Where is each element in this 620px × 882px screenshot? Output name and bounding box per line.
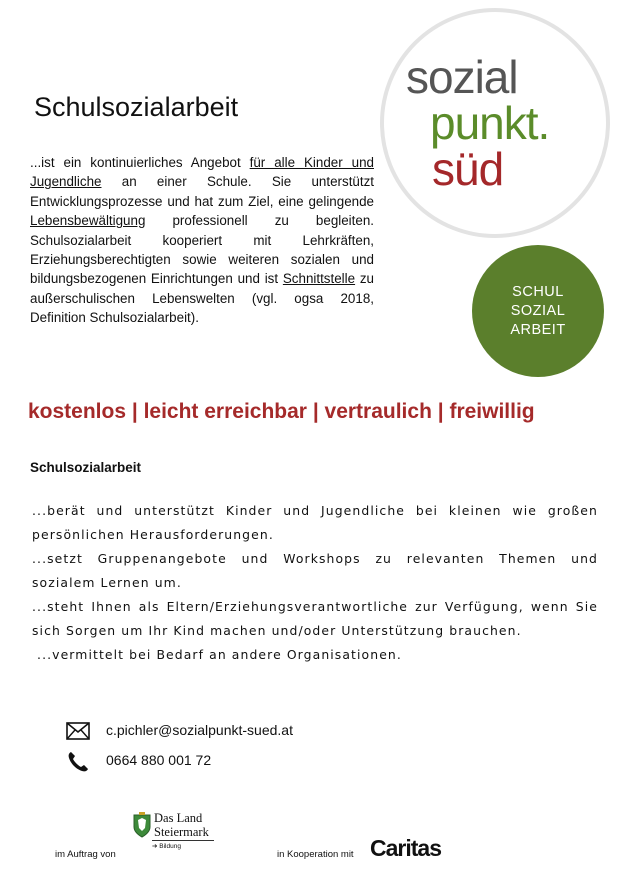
land-logo-line-1: Das Land: [154, 811, 203, 825]
envelope-icon: [66, 722, 90, 740]
page-title: Schulsozialarbeit: [34, 92, 239, 122]
intro-text-4: zu außerschulischen Lebenswelten (vgl. ogsa 2018, Definition Schulsozialarbeit).: [30, 271, 374, 326]
caritas-logo: Caritas: [370, 835, 441, 861]
service-item: ...vermittelt bei Bedarf an andere Organisationen.: [32, 647, 402, 662]
logo-word-sued: süd: [432, 143, 504, 195]
intro-text-3: professionell zu begleiten. Schulsozialarbeit kooperiert mit Lehrkräften, Erziehungsberechtigten sowie weiteren sozialen und bildungsbezogenen Einrichtungen und ist: [30, 213, 374, 287]
phone-icon: [66, 750, 90, 774]
steiermark-coat-of-arms-icon: [133, 812, 151, 838]
badge-line-1: SCHUL: [512, 283, 564, 300]
land-logo-line-2: Steiermark: [154, 825, 209, 839]
intro-link-kinder: für alle Kinder und Jugendliche: [30, 155, 374, 190]
service-item: ...setzt Gruppenangebote und Workshops zu relevanten Themen und sozialem Lernen um.: [32, 551, 598, 590]
services-list: [32, 499, 598, 667]
intro-link-lebensbewaeltigung: Lebensbewältigung: [30, 213, 146, 229]
intro-link-schnittstelle: Schnittstelle: [282, 271, 356, 287]
logo-word-sozial: sozial: [406, 51, 518, 103]
tagline: kostenlos | leicht erreichbar | vertraulich | freiwillig: [28, 400, 535, 423]
logo-word-punkt: punkt.: [430, 97, 550, 149]
intro-paragraph: [30, 153, 374, 328]
intro-text-1: ...ist ein kontinuierliches Angebot: [30, 155, 250, 170]
badge-line-2: SOZIAL: [510, 302, 566, 319]
badge-line-3: ARBEIT: [510, 321, 566, 338]
auftrag-label: im Auftrag von: [55, 849, 116, 860]
land-logo-divider: [152, 840, 214, 841]
schulsozialarbeit-badge: [472, 245, 604, 377]
service-item: ...steht Ihnen als Eltern/Erziehungsverantwortliche zur Verfügung, wenn Sie sich Sorgen um Ihr Kind machen und/oder Unterstützung brauchen.: [32, 599, 598, 638]
section-heading: Schulsozialarbeit: [30, 460, 142, 475]
service-item: ...berät und unterstützt Kinder und Jugendliche bei kleinen wie großen persönlichen Herausforderungen.: [32, 503, 598, 542]
intro-text-2: an einer Schule. Sie unterstützt Entwicklungsprozesse und hat zum Ziel, eine gelingende: [30, 174, 374, 209]
email-link[interactable]: c.pichler@sozialpunkt-sued.at: [106, 722, 293, 738]
phone-link[interactable]: 0664 880 001 72: [106, 752, 212, 768]
kooperation-label: in Kooperation mit: [277, 849, 354, 860]
land-logo-subtitle: ➔ Bildung: [152, 843, 181, 850]
